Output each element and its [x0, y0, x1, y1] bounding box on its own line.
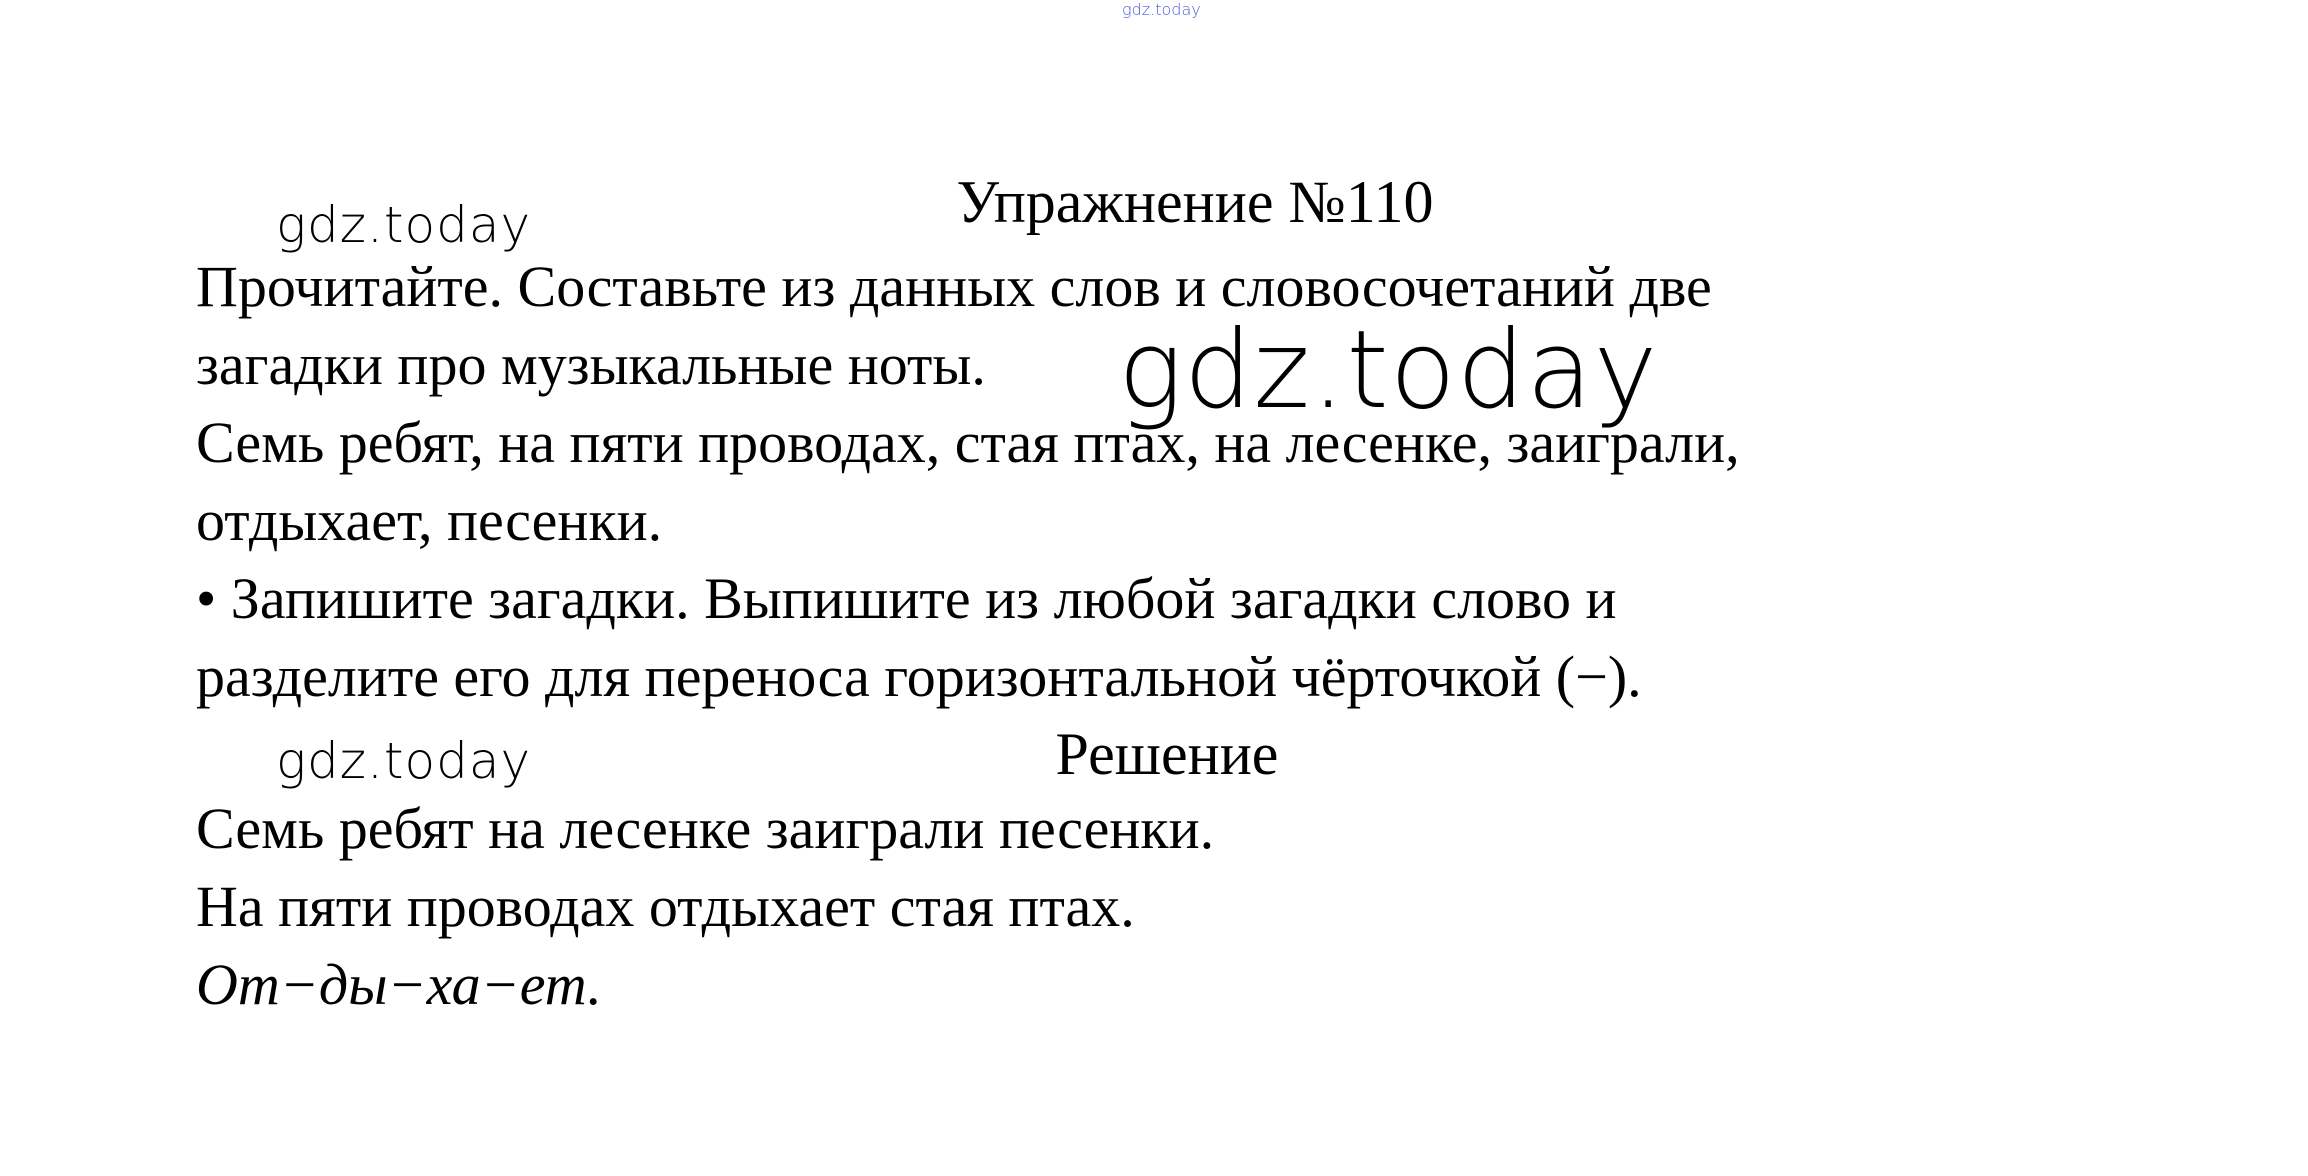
- watermark-small-1: gdz.today: [276, 196, 532, 254]
- solution-line: Семь ребят на лесенке заиграли песенки.: [196, 796, 1215, 861]
- task-line: • Запишите загадки. Выпишите из любой загадки слово и: [196, 566, 1617, 631]
- solution-line: На пяти проводах отдыхает стая птах.: [196, 874, 1135, 939]
- watermark-small-2: gdz.today: [276, 732, 532, 790]
- task-line: Прочитайте. Составьте из данных слов и словосочетаний две: [196, 254, 1712, 319]
- watermark-top: gdz.today: [1122, 0, 1201, 19]
- task-line: загадки про музыкальные ноты.: [196, 332, 986, 397]
- solution-title: Решение: [1055, 721, 1279, 787]
- exercise-title: Упражнение №110: [956, 169, 1434, 235]
- task-line: разделите его для переноса горизонтальной чёрточкой (−).: [196, 644, 1642, 709]
- watermark-big: gdz.today: [1118, 308, 1659, 433]
- solution-hyphenation: От−ды−ха−ет.: [196, 952, 602, 1017]
- task-line: отдыхает, песенки.: [196, 488, 663, 553]
- task-line: Семь ребят, на пяти проводах, стая птах, на лесенке, заиграли,: [196, 410, 1740, 475]
